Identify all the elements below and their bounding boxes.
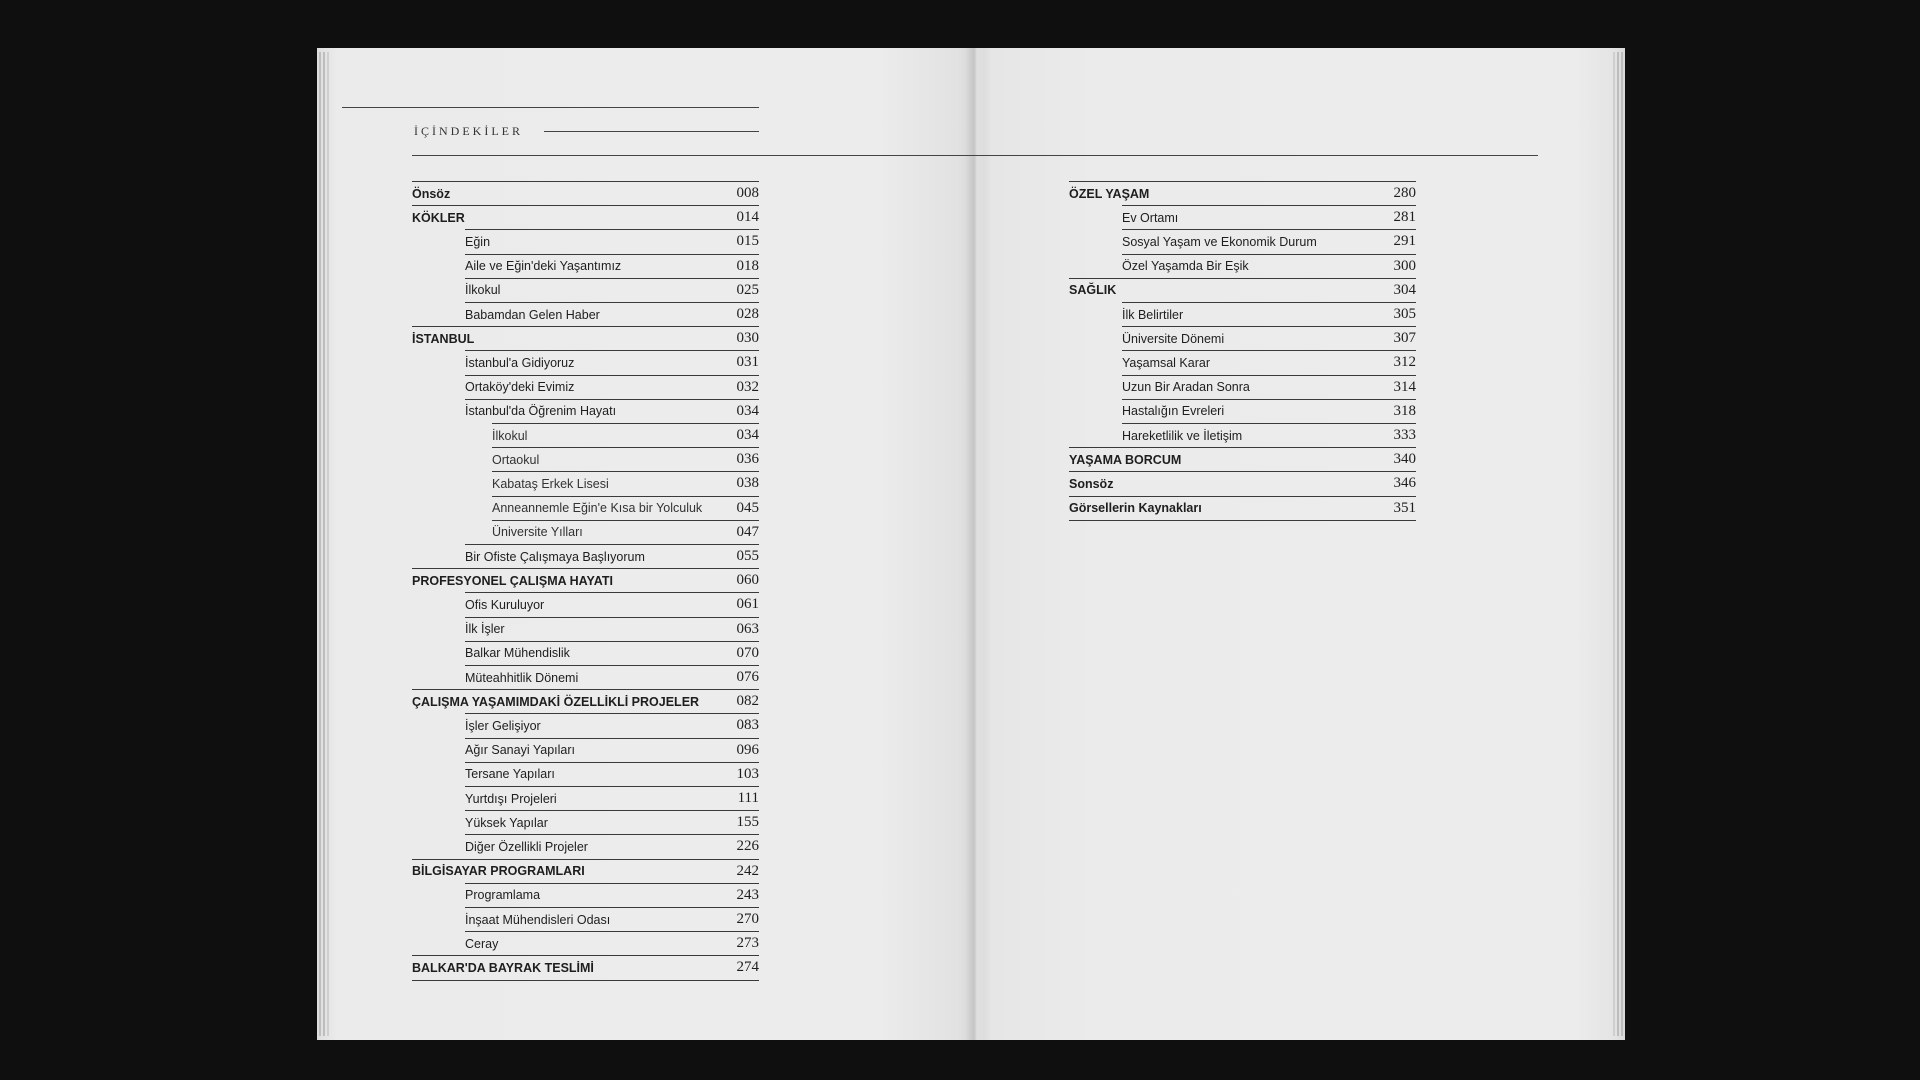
toc-entry-page-number: 096 xyxy=(736,741,759,758)
toc-entry-title: Ortaokul xyxy=(492,452,540,467)
toc-entry xyxy=(465,665,759,689)
toc-entry-title: Anneannemle Eğin'e Kısa bir Yolculuk xyxy=(492,501,703,516)
toc-entry xyxy=(465,641,759,665)
page-edge xyxy=(327,52,329,1036)
page-edge xyxy=(319,52,321,1036)
toc-entry-title: ÇALIŞMA YAŞAMIMDAKİ ÖZELLİKLİ PROJELER xyxy=(412,694,700,709)
toc-entry-page-number: 274 xyxy=(736,959,759,976)
toc-entry xyxy=(1122,326,1416,350)
toc-entry xyxy=(1122,254,1416,278)
toc-entry-page-number: 307 xyxy=(1393,330,1416,347)
toc-entry xyxy=(465,762,759,786)
toc-entry xyxy=(465,229,759,253)
toc-entry-page-number: 036 xyxy=(736,451,759,468)
toc-entry xyxy=(412,205,759,229)
toc-entry-page-number: 103 xyxy=(736,765,759,782)
toc-entry-title: Aile ve Eğin'deki Yaşantımız xyxy=(465,259,622,274)
toc-entry xyxy=(1069,496,1416,520)
toc-entry xyxy=(492,496,759,520)
toc-entry-title: İnşaat Mühendisleri Odası xyxy=(465,912,611,927)
toc-entry-title: Özel Yaşamda Bir Eşik xyxy=(1122,259,1249,274)
toc-entry-page-number: 155 xyxy=(736,814,759,831)
toc-entry-page-number: 304 xyxy=(1393,281,1416,298)
toc-entry xyxy=(465,617,759,641)
toc-entry-page-number: 111 xyxy=(737,790,759,807)
toc-entry-title: Yüksek Yapılar xyxy=(465,815,548,830)
toc-entry-page-number: 351 xyxy=(1393,499,1416,516)
toc-entry xyxy=(465,399,759,423)
toc-entry-page-number: 060 xyxy=(736,572,759,589)
toc-entry-title: Önsöz xyxy=(412,186,451,201)
toc-end-rule xyxy=(1069,520,1416,521)
toc-entry-page-number: 061 xyxy=(736,596,759,613)
toc-entry-title: Babamdan Gelen Haber xyxy=(465,307,600,322)
toc-entry-title: YAŞAMA BORCUM xyxy=(1069,452,1182,467)
toc-entry-page-number: 243 xyxy=(736,886,759,903)
toc-entry-title: Müteahhitlik Dönemi xyxy=(465,670,579,685)
toc-entry xyxy=(465,544,759,568)
toc-entry-title: Sosyal Yaşam ve Ekonomik Durum xyxy=(1122,234,1317,249)
toc-entry-page-number: 280 xyxy=(1393,185,1416,202)
toc-entry-page-number: 314 xyxy=(1393,378,1416,395)
toc-entry-page-number: 291 xyxy=(1393,233,1416,250)
toc-entry xyxy=(465,302,759,326)
toc-entry-page-number: 034 xyxy=(736,402,759,419)
toc-entry-title: BİLGİSAYAR PROGRAMLARI xyxy=(412,864,585,879)
toc-entry xyxy=(412,955,759,979)
toc-entry-page-number: 038 xyxy=(736,475,759,492)
toc-entry-title: ÖZEL YAŞAM xyxy=(1069,186,1150,201)
toc-entry-page-number: 047 xyxy=(736,523,759,540)
toc-entry xyxy=(1122,423,1416,447)
toc-entry xyxy=(465,713,759,737)
toc-entry-page-number: 340 xyxy=(1393,451,1416,468)
book-spine xyxy=(965,48,985,1040)
toc-entry-title: İSTANBUL xyxy=(412,331,475,346)
toc-entry-page-number: 300 xyxy=(1393,257,1416,274)
toc-entry-title: Diğer Özellikli Projeler xyxy=(465,839,588,854)
toc-entry-title: Sonsöz xyxy=(1069,476,1114,491)
toc-entry-title: Ceray xyxy=(465,936,499,951)
toc-entry-page-number: 226 xyxy=(736,838,759,855)
toc-entry-page-number: 281 xyxy=(1393,209,1416,226)
page-edge xyxy=(323,52,325,1036)
toc-entry-title: Programlama xyxy=(465,888,541,903)
toc-entry xyxy=(465,810,759,834)
toc-entry-page-number: 273 xyxy=(736,935,759,952)
toc-entry xyxy=(465,350,759,374)
toc-entry xyxy=(412,689,759,713)
toc-entry-title: İlkokul xyxy=(492,428,528,443)
toc-entry-page-number: 015 xyxy=(736,233,759,250)
toc-entry-title: Ev Ortamı xyxy=(1122,210,1179,225)
toc-entry xyxy=(1069,447,1416,471)
toc-entry-title: Ofis Kuruluyor xyxy=(465,597,545,612)
toc-entry-title: Görsellerin Kaynakları xyxy=(1069,501,1202,516)
toc-entry-title: Kabataş Erkek Lisesi xyxy=(492,476,609,491)
toc-entry-page-number: 008 xyxy=(736,185,759,202)
toc-entry-page-number: 318 xyxy=(1393,402,1416,419)
toc-entry-title: İstanbul'a Gidiyoruz xyxy=(465,355,575,370)
toc-entry-title: KÖKLER xyxy=(412,210,465,225)
toc-entry xyxy=(1069,278,1416,302)
toc-entry-title: SAĞLIK xyxy=(1069,283,1117,298)
top-rule xyxy=(342,107,759,108)
toc-entry-page-number: 333 xyxy=(1393,427,1416,444)
toc-entry xyxy=(1122,399,1416,423)
toc-entry xyxy=(412,859,759,883)
toc-entry-page-number: 034 xyxy=(736,427,759,444)
toc-heading: İÇİNDEKİLER xyxy=(414,124,523,138)
page-edge xyxy=(1617,52,1619,1036)
toc-entry-page-number: 305 xyxy=(1393,306,1416,323)
page-edge xyxy=(1613,52,1615,1036)
toc-entry xyxy=(492,423,759,447)
toc-entry-page-number: 063 xyxy=(736,620,759,637)
toc-entry xyxy=(465,883,759,907)
toc-entry xyxy=(1122,229,1416,253)
toc-entry-page-number: 045 xyxy=(736,499,759,516)
toc-entry-title: Üniversite Yılları xyxy=(492,525,583,540)
toc-entry xyxy=(1069,181,1416,205)
toc-end-rule xyxy=(412,980,759,981)
toc-entry-page-number: 082 xyxy=(736,693,759,710)
toc-entry-page-number: 031 xyxy=(736,354,759,371)
toc-entry-page-number: 025 xyxy=(736,281,759,298)
toc-entry xyxy=(465,375,759,399)
toc-entry-page-number: 018 xyxy=(736,257,759,274)
toc-entry xyxy=(412,568,759,592)
toc-entry xyxy=(1122,350,1416,374)
toc-entry-page-number: 312 xyxy=(1393,354,1416,371)
toc-entry-page-number: 055 xyxy=(736,548,759,565)
toc-entry-title: Hastalığın Evreleri xyxy=(1122,404,1225,419)
toc-entry-page-number: 242 xyxy=(736,862,759,879)
toc-entry-page-number: 346 xyxy=(1393,475,1416,492)
toc-entry-page-number: 032 xyxy=(736,378,759,395)
toc-entry-title: Ortaköy'deki Evimiz xyxy=(465,380,575,395)
toc-entry-page-number: 028 xyxy=(736,306,759,323)
toc-entry-title: Üniversite Dönemi xyxy=(1122,331,1225,346)
toc-entry-title: Yurtdışı Projeleri xyxy=(465,791,557,806)
toc-entry-title: Yaşamsal Karar xyxy=(1122,355,1210,370)
toc-entry xyxy=(465,931,759,955)
toc-entry-title: İlk Belirtiler xyxy=(1122,307,1184,322)
toc-entry xyxy=(465,592,759,616)
toc-entry-title: Ağır Sanayi Yapıları xyxy=(465,743,576,758)
toc-entry-page-number: 030 xyxy=(736,330,759,347)
toc-entry xyxy=(1122,302,1416,326)
toc-entry xyxy=(492,520,759,544)
toc-entry xyxy=(465,254,759,278)
toc-entry-title: İlk İşler xyxy=(465,622,505,637)
heading-rule xyxy=(544,131,759,132)
toc-entry-title: PROFESYONEL ÇALIŞMA HAYATI xyxy=(412,573,613,588)
toc-entry xyxy=(1122,205,1416,229)
toc-entry-page-number: 270 xyxy=(736,911,759,928)
toc-entry xyxy=(1122,375,1416,399)
toc-entry-title: Balkar Mühendislik xyxy=(465,646,570,661)
toc-entry-title: İstanbul'da Öğrenim Hayatı xyxy=(465,404,617,419)
full-width-rule xyxy=(412,155,1538,156)
toc-entry-page-number: 083 xyxy=(736,717,759,734)
toc-entry-title: Hareketlilik ve İletişim xyxy=(1122,428,1243,443)
toc-entry-title: Uzun Bir Aradan Sonra xyxy=(1122,380,1250,395)
toc-entry-title: Bir Ofiste Çalışmaya Başlıyorum xyxy=(465,549,645,564)
toc-entry-title: BALKAR'DA BAYRAK TESLİMİ xyxy=(412,960,594,975)
page-edge xyxy=(1621,52,1623,1036)
toc-entry-page-number: 014 xyxy=(736,209,759,226)
toc-entry xyxy=(465,786,759,810)
toc-entry-title: İlkokul xyxy=(465,283,501,298)
toc-entry xyxy=(465,738,759,762)
toc-entry xyxy=(1069,471,1416,495)
toc-entry-title: Eğin xyxy=(465,234,491,249)
toc-entry xyxy=(412,181,759,205)
toc-entry xyxy=(465,834,759,858)
toc-entry-title: İşler Gelişiyor xyxy=(465,718,541,733)
toc-entry xyxy=(492,471,759,495)
toc-entry-title: Tersane Yapıları xyxy=(465,767,555,782)
toc-entry xyxy=(465,278,759,302)
toc-entry-page-number: 076 xyxy=(736,669,759,686)
toc-entry-page-number: 070 xyxy=(736,644,759,661)
toc-entry xyxy=(412,326,759,350)
toc-entry xyxy=(465,907,759,931)
toc-entry xyxy=(492,447,759,471)
